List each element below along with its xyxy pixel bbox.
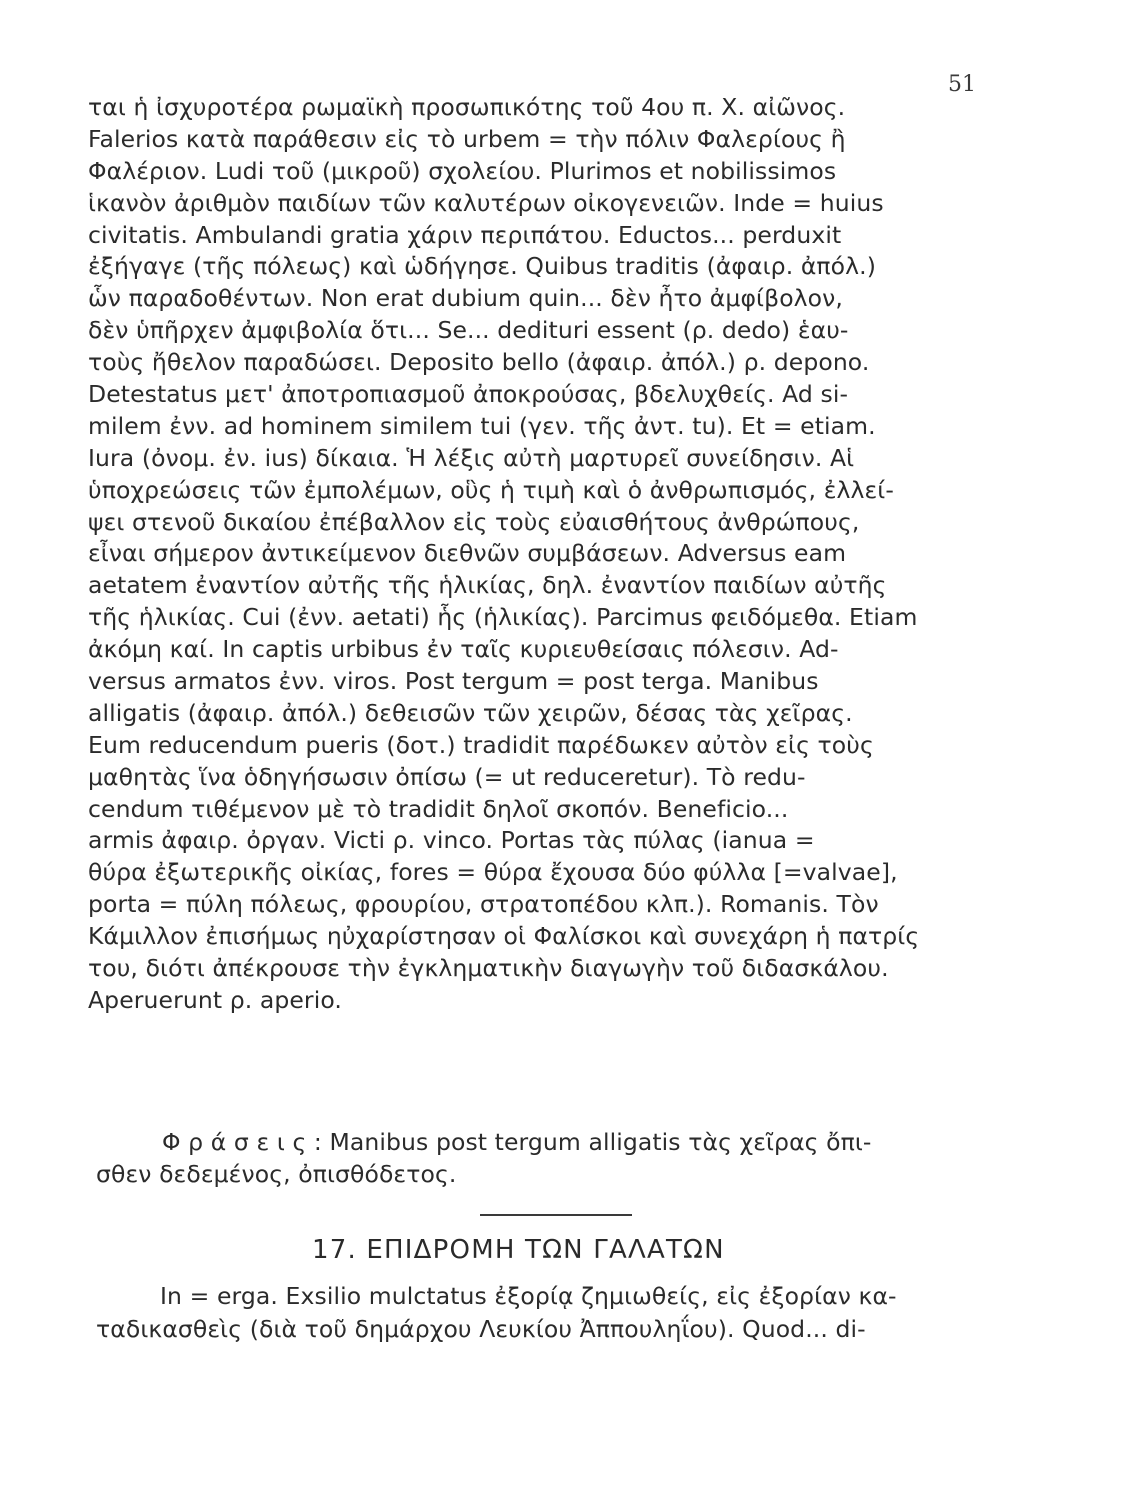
text-line: armis ἀφαιρ. ὀργαν. Victi ρ. vinco. Portas τὰς πύλας (ianua = — [88, 826, 815, 855]
section-divider — [480, 1214, 632, 1216]
text-line: θύρα ἐξωτερικῆς οἰκίας, fores = θύρα ἔχουσα δύο φύλλα [=valvae], — [88, 858, 898, 887]
text-line: Φαλέριον. Ludi τοῦ (μικροῦ) σχολείου. Plurimos et nobilissimos — [88, 156, 837, 185]
phrases-line: σθεν δεδεμένος, ὀπισθόδετος. — [96, 1160, 457, 1188]
text-line: ἱκανὸν ἀριθμὸν παιδίων τῶν καλυτέρων οἰκογενειῶν. Inde = huius — [88, 188, 884, 217]
page-number: 51 — [948, 72, 976, 97]
text-line: aetatem ἐναντίον αὐτῆς τῆς ἡλικίας, δηλ. ἐναντίον παιδίων αὐτῆς — [88, 571, 887, 600]
text-line: δὲν ὑπῆρχεν ἀμφιβολία ὅτι... Se... dedituri essent (ρ. dedo) ἑαυ- — [88, 316, 849, 345]
text-line: ἀκόμη καί. In captis urbibus ἐν ταῖς κυριευθείσαις πόλεσιν. Ad- — [88, 635, 839, 664]
phrases-line: Φ ρ ά σ ε ι ς : Manibus post tergum alligatis τὰς χεῖρας ὄπι- — [162, 1128, 872, 1156]
text-line: Aperuerunt ρ. aperio. — [88, 985, 342, 1014]
text-line: εἶναι σήμερον ἀντικείμενον διεθνῶν συμβάσεων. Adversus eam — [88, 539, 847, 568]
text-line: Detestatus μετ' ἀποτροπιασμοῦ ἀποκρούσας, βδελυχθείς. Ad si- — [88, 380, 849, 409]
text-line: τοὺς ἤθελον παραδώσει. Deposito bello (ἀφαιρ. ἀπόλ.) ρ. depono. — [88, 348, 870, 377]
text-line: ται ἡ ἰσχυροτέρα ρωμαϊκὴ προσωπικότης τοῦ 4ου π. Χ. αἰῶνος. — [88, 93, 846, 121]
text-line: του, διότι ἀπέκρουσε τὴν ἐγκληματικὴν διαγωγὴν τοῦ διδασκάλου. — [88, 954, 889, 983]
text-line: ὧν παραδοθέντων. Non erat dubium quin... δὲν ἦτο ἀμφίβολον, — [88, 284, 843, 313]
text-line: ψει στενοῦ δικαίου ἐπέβαλλον εἰς τοὺς εὐαισθήτους ἀνθρώπους, — [88, 507, 860, 536]
phrases-block — [96, 1126, 996, 1190]
text-line: civitatis. Ambulandi gratia χάριν περιπάτου. Eductos... perduxit — [88, 220, 842, 249]
text-line: alligatis (ἀφαιρ. ἀπόλ.) δεθεισῶν τῶν χειρῶν, δέσας τὰς χεῖρας. — [88, 698, 853, 727]
text-line: milem ἐνν. ad hominem similem tui (γεν. τῆς ἀντ. tu). Et = etiam. — [88, 411, 876, 440]
section-title: 17. ΕΠΙΔΡΟΜΗ ΤΩΝ ΓΑΛΑΤΩΝ — [312, 1235, 725, 1265]
text-line: porta = πύλη πόλεως, φρουρίου, στρατοπέδου κλπ.). Romanis. Τὸν — [88, 890, 879, 919]
text-line: Iura (ὀνομ. ἐν. ius) δίκαια. Ἡ λέξις αὐτὴ μαρτυρεῖ συνείδησιν. Αἱ — [88, 443, 855, 472]
text-line: τῆς ἡλικίας. Cui (ἐνν. aetati) ἧς (ἡλικίας). Parcimus φειδόμεθα. Etiam — [88, 603, 918, 632]
section-line: In = erga. Exsilio mulctatus ἐξορίᾳ ζημιωθείς, εἰς ἐξορίαν κα- — [160, 1282, 897, 1310]
text-line: Falerios κατὰ παράθεσιν εἰς τὸ urbem = τὴν πόλιν Φαλερίους ἢ — [88, 124, 846, 153]
commentary-body — [88, 92, 988, 1017]
section-line: ταδικασθεὶς (διὰ τοῦ δημάρχου Λευκίου Ἀππουληΐου). Quod... di- — [96, 1315, 866, 1343]
section-body — [96, 1280, 1000, 1346]
text-line: ὑποχρεώσεις τῶν ἐμπολέμων, οὓς ἡ τιμὴ καὶ ὁ ἀνθρωπισμός, ἐλλεί- — [88, 475, 894, 504]
text-line: Κάμιλλον ἐπισήμως ηὐχαρίστησαν οἱ Φαλίσκοι καὶ συνεχάρη ἡ πατρίς — [88, 922, 920, 951]
text-line: μαθητὰς ἵνα ὁδηγήσωσιν ὀπίσω (= ut reduceretur). Τὸ redu- — [88, 762, 806, 791]
text-line: cendum τιθέμενον μὲ τὸ tradidit δηλοῖ σκοπόν. Beneficio... — [88, 794, 789, 823]
text-line: versus armatos ἐνν. viros. Post tergum = post terga. Manibus — [88, 667, 819, 696]
text-line: Eum reducendum pueris (δοτ.) tradidit παρέδωκεν αὐτὸν εἰς τοὺς — [88, 730, 874, 759]
text-line: ἐξήγαγε (τῆς πόλεως) καὶ ὡδήγησε. Quibus traditis (ἀφαιρ. ἀπόλ.) — [88, 252, 876, 281]
